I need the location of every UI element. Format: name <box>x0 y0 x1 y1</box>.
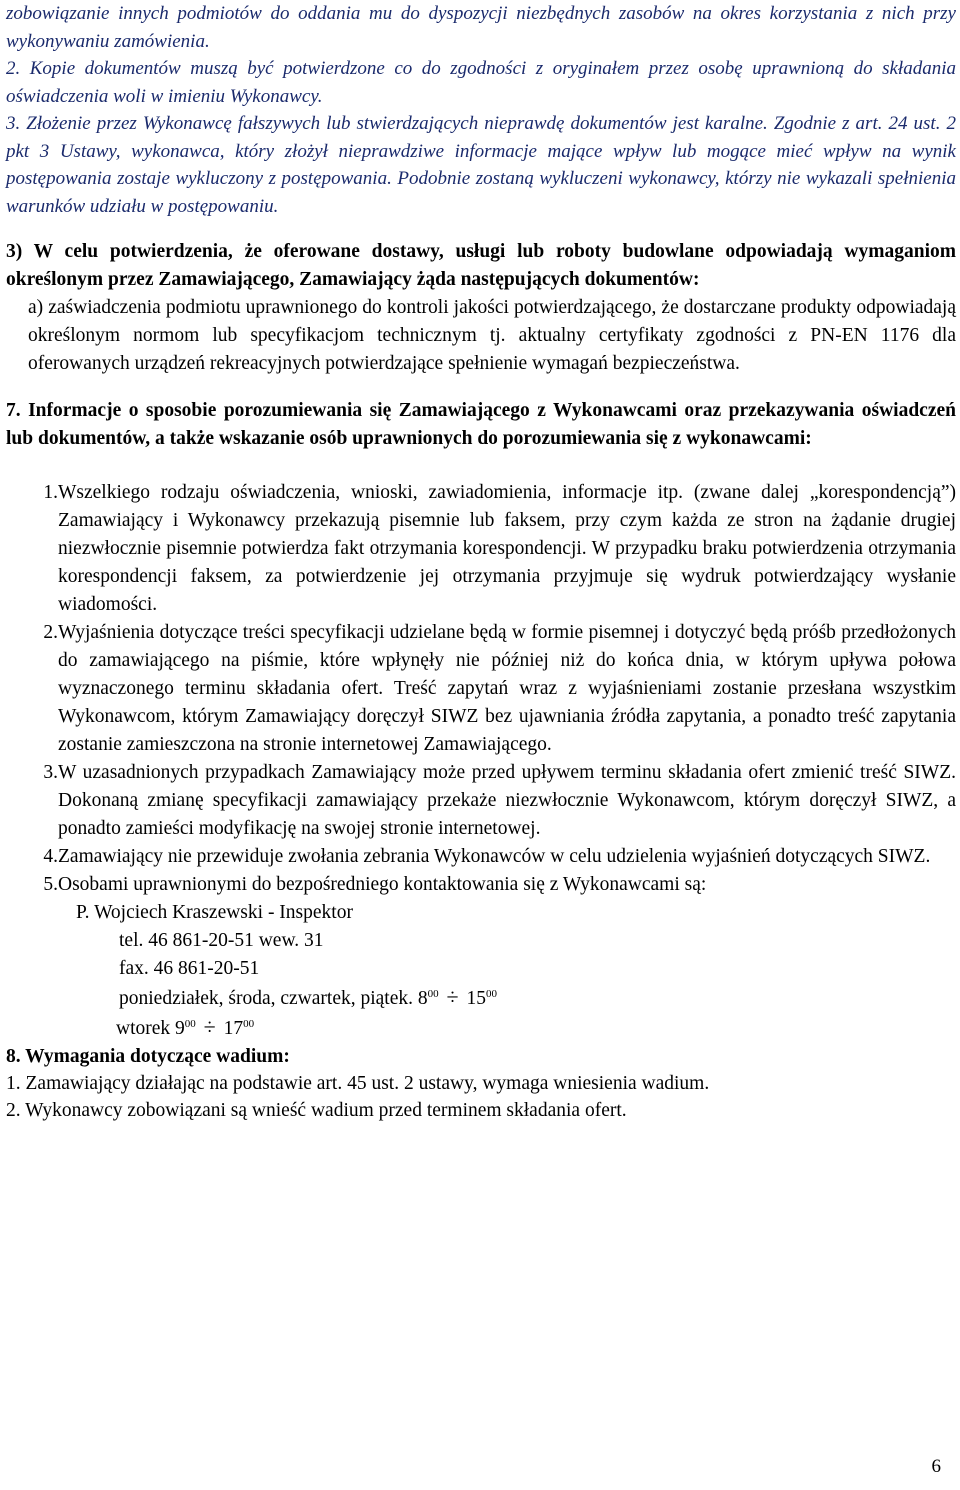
section-3-item-a: a) zaświadczenia podmiotu uprawnionego do kontroli jakości potwierdzającego, że dostarczane produkty odpowiadają określonym normom lub specyfikacjom technicznym tj. aktualny certyfikaty zgodności z PN-EN 1176 dla oferowanych urządzeń rekreacyjnych potwierdzające spełnienie wymagań bezpieczeństwa. <box>28 297 956 374</box>
list-item-number: 5. <box>43 874 58 895</box>
list-item-number: 2. <box>43 622 58 643</box>
contact-fax: fax. 46 861-20-51 <box>119 958 260 979</box>
section-8 <box>6 1043 956 1124</box>
contact-block <box>6 899 956 1043</box>
page-number: 6 <box>931 1456 941 1477</box>
list-item-text: Osobami uprawnionymi do bezpośredniego kontaktowania się z Wykonawcami są: <box>58 874 707 895</box>
list-item-number: 4. <box>43 846 58 867</box>
list-item <box>6 759 956 843</box>
section-7-list <box>6 479 956 899</box>
intro-point-3-start: 3. Złożenie przez Wykonawcę fałszywych lub stwierdzających nieprawdę dokumentów jest karalne. Zgodnie z art. 24 ust. <box>6 113 941 134</box>
section-8-item: 2. Wykonawcy zobowiązani są wnieść wadium przed terminem składania ofert. <box>6 1100 627 1121</box>
contact-hours-tuesday: wtorek $9^{00} \div 17^{00}$ <box>116 1014 255 1039</box>
intro-point-2: 2. Kopie dokumentów muszą być potwierdzone co do zgodności z oryginałem przez osobę uprawnioną do składania oświadczenia woli w imieniu Wykonawcy. <box>6 58 956 107</box>
list-item <box>6 871 956 899</box>
list-item-text: W uzasadnionych przypadkach Zamawiający może przed upływem terminu składania ofert zmienić treść SIWZ. Dokonaną zmianę specyfikacji zamawiający przekaże niezwłocznie Wykonawcom, którym doręczył SIWZ, a ponadto zamieści modyfikację na swojej stronie internetowej. <box>58 762 956 839</box>
section-8-heading: 8. Wymagania dotyczące wadium: <box>6 1046 290 1067</box>
intro-point-3 <box>6 110 956 220</box>
list-item-number: 1. <box>43 482 58 503</box>
contact-name: P. Wojciech Kraszewski - Inspektor <box>76 902 353 923</box>
intro-point-3-rest: 2 pkt 3 Ustawy, wykonawca, który złożył nieprawdziwe informacje mające wpływ lub mogące mieć wpływ na wynik postępowania zostaje wykluczony z postępowania. Podobnie zostaną wykluczeni wykonawcy, którzy nie wykazali spełnienia warunków udziału w postępowaniu. <box>6 113 956 217</box>
contact-hours-weekdays: poniedziałek, środa, czwartek, piątek. $8^{00} \div 15^{00}$ <box>119 984 497 1009</box>
list-item-text: Wyjaśnienia dotyczące treści specyfikacji udzielane będą w formie pisemnej i dotyczyć będą próśb przedłożonych do zamawiającego na piśmie, które wpłynęły nie później niż do końca dnia, w którym upływa połowa wyznaczonego terminu składania ofert. Treść zapytań wraz z wyjaśnieniami zostanie przesłana wszystkim Wykonawcom, którym Zamawiający doręczył SIWZ bez ujawniania źródła zapytania, a ponadto treść zapytania zostanie zamieszczona na stronie internetowej Zamawiającego. <box>58 622 956 755</box>
contact-phone: tel. 46 861-20-51 wew. 31 <box>119 930 324 951</box>
list-item-text: Wszelkiego rodzaju oświadczenia, wnioski, zawiadomienia, informacje itp. (zwane dalej „korespondencją”) Zamawiający i Wykonawcy przekazują pisemnie lub faksem, przy czym każda ze stron na żądanie drugiej niezwłocznie pisemnie potwierdza fakt otrzymania korespondencji. W przypadku braku potwierdzenia otrzymania korespondencji faksem, za potwierdzenie jej otrzymania przyjmuje się wydruk potwierdzający wysłanie wiadomości. <box>58 482 956 615</box>
list-item <box>6 843 956 871</box>
section-8-item: 1. Zamawiający działając na podstawie art. 45 ust. 2 ustawy, wymaga wniesienia wadium. <box>6 1073 710 1094</box>
list-item-text: Zamawiający nie przewiduje zwołania zebrania Wykonawców w celu udzielenia wyjaśnień dotyczących SIWZ. <box>58 846 931 867</box>
intro-block <box>6 0 956 220</box>
section-3-heading: 3) W celu potwierdzenia, że oferowane dostawy, usługi lub roboty budowlane odpowiadają wymaganiom określonym przez Zamawiającego, Zamawiający żąda następujących dokumentów: <box>6 241 956 290</box>
list-item <box>6 479 956 619</box>
list-item <box>6 619 956 759</box>
range-symbol: ÷ <box>203 1014 216 1039</box>
section-7-heading: 7. Informacje o sposobie porozumiewania się Zamawiającego z Wykonawcami oraz przekazywania oświadczeń lub dokumentów, a także wskazanie osób uprawnionych do porozumiewania się z wykonawcami: <box>6 400 956 449</box>
list-item-number: 3. <box>43 762 58 783</box>
intro-line: zobowiązanie innych podmiotów do oddania mu do dyspozycji niezbędnych zasobów na okres korzystania z nich przy wykonywaniu zamówienia. <box>6 3 956 52</box>
document-page <box>6 0 956 1124</box>
range-symbol: ÷ <box>446 984 459 1009</box>
